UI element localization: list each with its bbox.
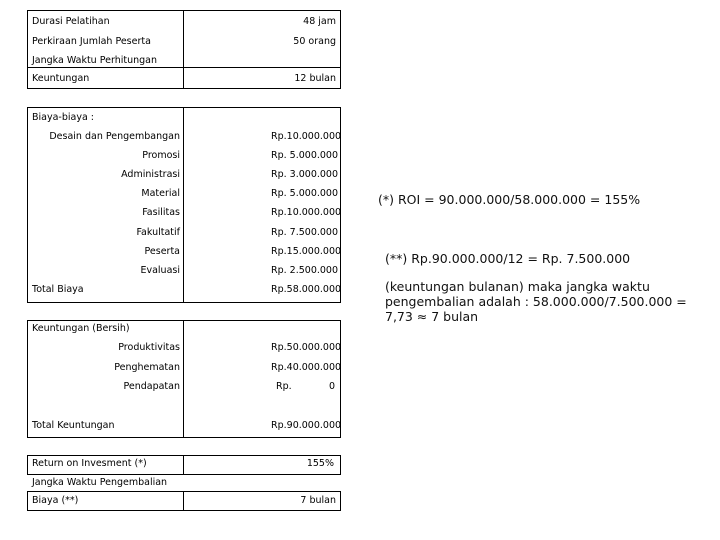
cost-value: Rp. 5.000.000 [271,188,339,199]
cost-label: Evaluasi [140,265,180,276]
cost-value: Rp. 7.500.000 [271,227,339,238]
jangka-pengembalian-label: Jangka Waktu Pengembalian [32,477,168,488]
cost-value: Rp. 5.000.000 [271,150,339,161]
cost-value: Rp. 3.000.000 [271,169,339,180]
cost-value: Rp.15.000.000 [271,246,342,257]
cost-value: Rp.10.000.000 [271,131,342,142]
total-biaya-value: Rp.58.000.000 [271,284,342,295]
peserta-label: Perkiraan Jumlah Peserta [32,36,151,47]
biaya-value: 7 bulan [300,495,336,506]
cost-value: Rp.10.000.000 [271,207,342,218]
total-biaya-label: Total Biaya [32,284,84,295]
peserta-value: 50 orang [293,36,336,47]
benefit-value-amount: 0 [329,381,336,392]
benefit-label: Penghematan [114,362,180,373]
keuntungan-bersih-label: Keuntungan (Bersih) [32,323,130,334]
biaya-label: Biaya (**) [32,495,79,506]
benefit-value: Rp.50.000.000 [271,342,342,353]
cost-label: Fakultatif [136,227,180,238]
cost-label: Material [141,188,180,199]
biaya-header: Biaya-biaya : [32,112,95,123]
cost-label: Peserta [144,246,180,257]
benefit-value-currency: Rp. [276,381,292,392]
benefit-label: Pendapatan [123,381,180,392]
roi-label: Return on Invesment (*) [32,458,147,469]
durasi-label: Durasi Pelatihan [32,16,110,27]
roi-note: (*) ROI = 90.000.000/58.000.000 = 155% [378,192,641,207]
cost-label: Promosi [142,150,180,161]
total-keuntungan-label: Total Keuntungan [32,420,115,431]
roi-value: 155% [306,458,334,469]
cost-label: Desain dan Pengembangan [49,131,180,142]
cost-value: Rp. 2.500.000 [271,265,339,276]
cost-label: Administrasi [121,169,180,180]
benefit-label: Produktivitas [118,342,180,353]
keuntungan-value: 12 bulan [294,73,336,84]
keuntungan-label: Keuntungan [32,73,90,84]
total-keuntungan-value: Rp.90.000.000 [271,420,342,431]
cost-label: Fasilitas [142,207,180,218]
jangka-perhitungan-label: Jangka Waktu Perhitungan [32,55,157,66]
payback-note-2: (keuntungan bulanan) maka jangka waktu pengembalian adalah : 58.000.000/7.500.000 = 7,73 ≈ 7 bulan [385,279,687,324]
benefit-value: Rp.40.000.000 [271,362,342,373]
durasi-value: 48 jam [303,16,336,27]
payback-note-1: (**) Rp.90.000.000/12 = Rp. 7.500.000 [385,251,631,266]
